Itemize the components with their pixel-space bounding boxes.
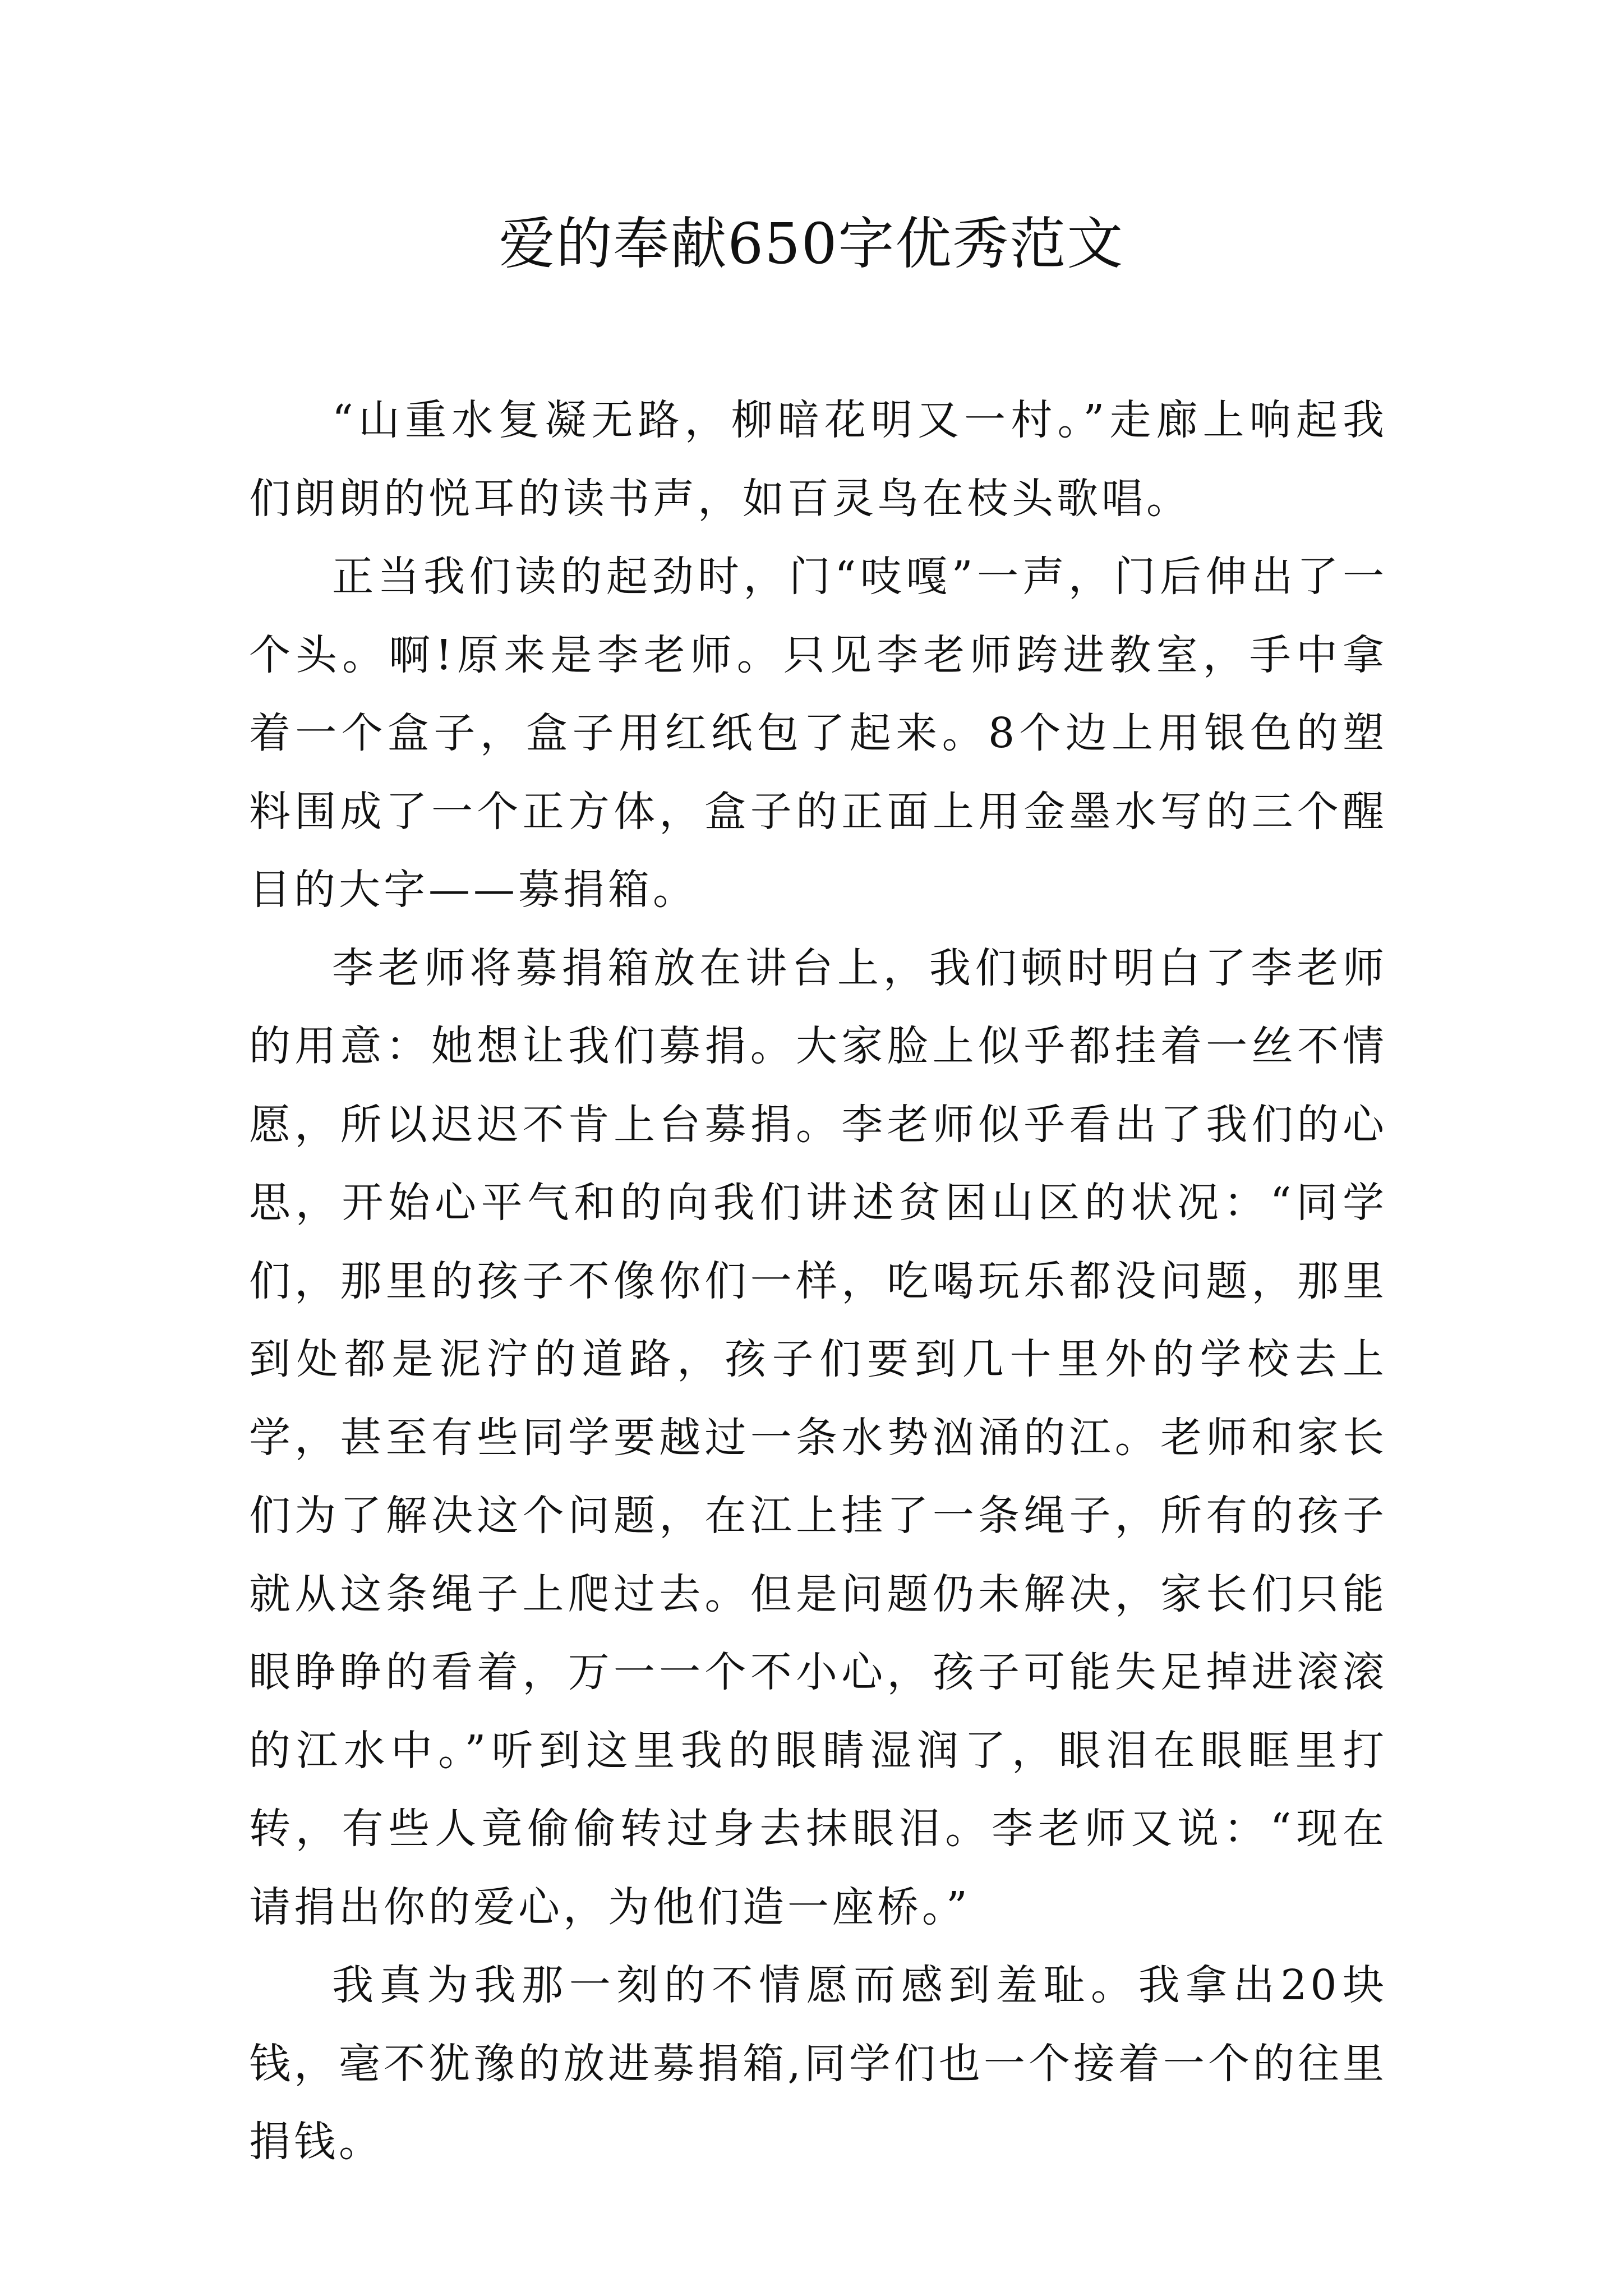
paragraph: “山重水复凝无路，柳暗花明又一村。”走廊上响起我们朗朗的悦耳的读书声，如百灵鸟在枝头歌唱。 bbox=[249, 396, 1387, 523]
paragraph: 李老师将募捐箱放在讲台上，我们顿时明白了李老师的用意：她想让我们募捐。大家脸上似乎都挂着一丝不情愿，所以迟迟不肯上台募捐。李老师似乎看出了我们的心思，开始心平气和的向我们讲述贫困山区的状况：“同学们，那里的孩子不像你们一样，吃喝玩乐都没问题，那里到处都是泥泞的道路，孩子们要到几十里外的学校去上学，甚至有些同学要越过一条水势汹涌的江。老师和家长们为了解决这个问题，在江上挂了一条绳子，所有的孩子就从这条绳子上爬过去。但是问题仍未解决，家长们只能眼睁睁的看着，万一一个不小心，孩子可能失足掉进滚滚的江水中。”听到这里我的眼睛湿润了，眼泪在眼眶里打转，有些人竟偷偷转过身去抹眼泪。李老师又说：“现在请捐出你的爱心，为他们造一座桥。” bbox=[249, 944, 1387, 1931]
document-title: 爱的奉献650字优秀范文 bbox=[499, 211, 1124, 277]
document-body bbox=[249, 381, 1387, 2182]
paragraph: 我真为我那一刻的不情愿而感到羞耻。我拿出20块钱，毫不犹豫的放进募捐箱,同学们也一个接着一个的往里捐钱。 bbox=[249, 1961, 1387, 2166]
paragraph: 正当我们读的起劲时，门“吱嘎”一声，门后伸出了一个头。啊!原来是李老师。只见李老师跨进教室，手中拿着一个盒子，盒子用红纸包了起来。8个边上用银色的塑料围成了一个正方体，盒子的正面上用金墨水写的三个醒目的大字——募捐箱。 bbox=[249, 553, 1387, 914]
